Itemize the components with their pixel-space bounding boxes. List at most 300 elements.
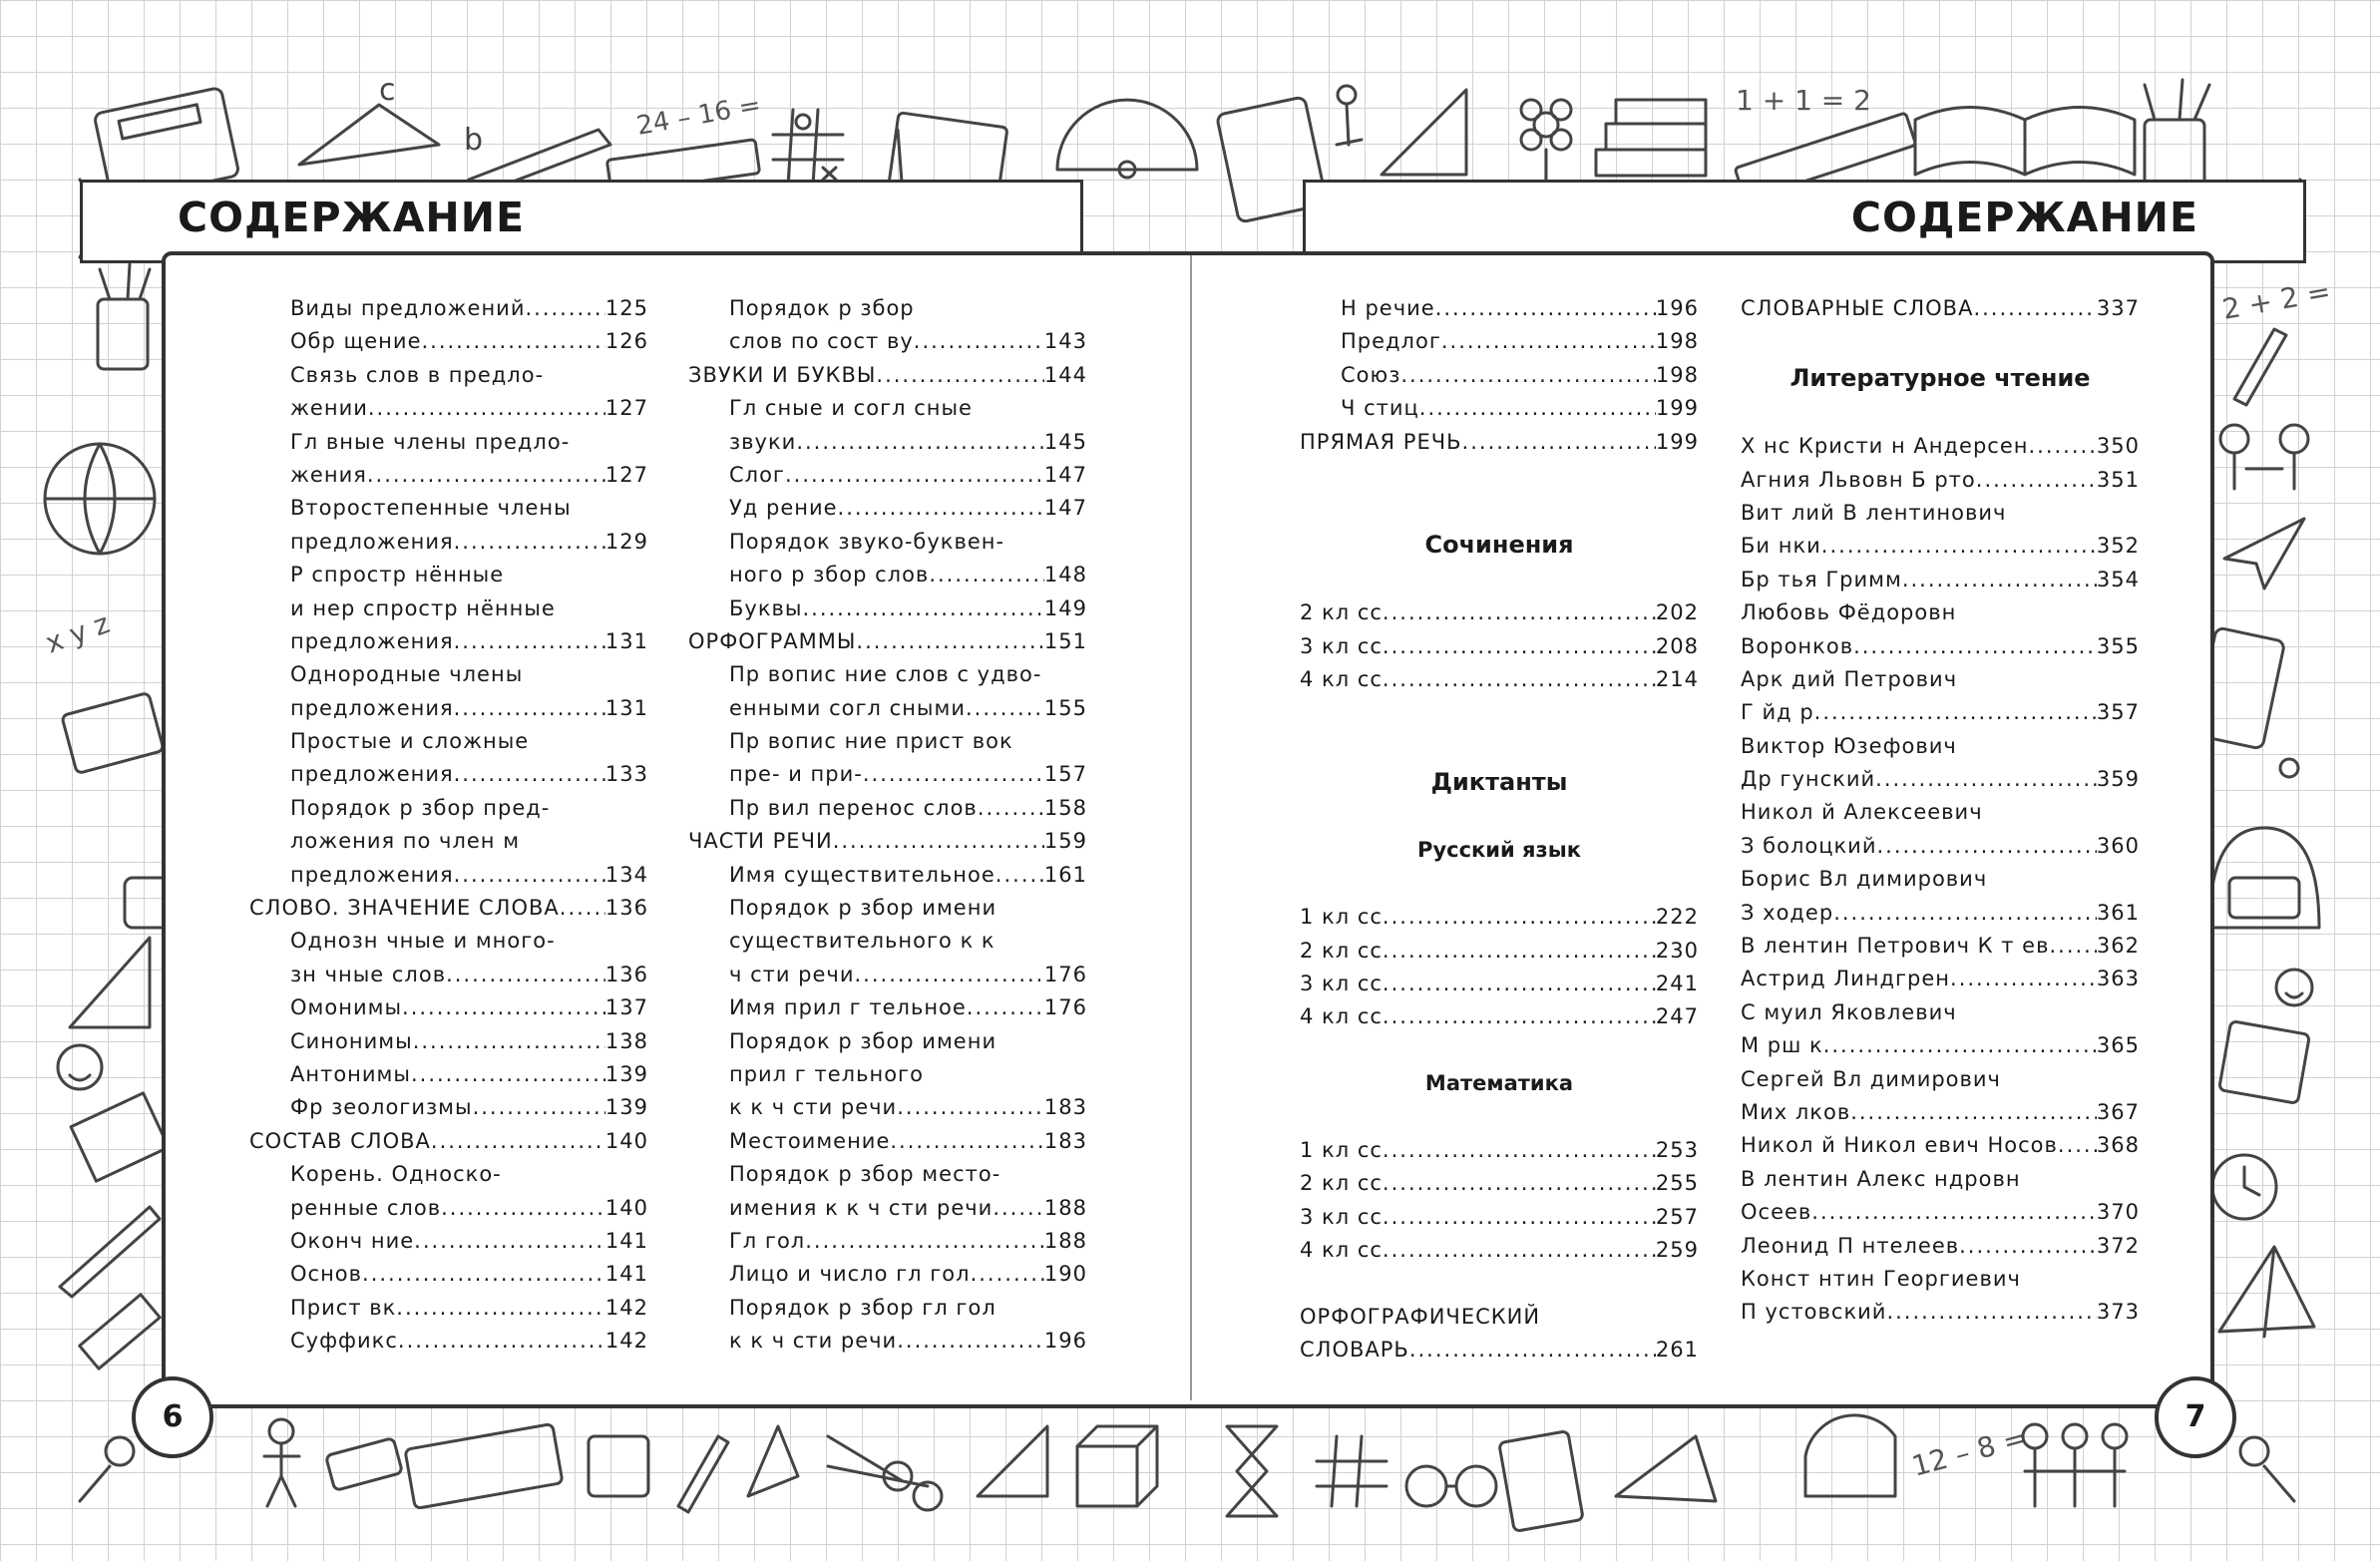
dot-leader [367, 459, 605, 492]
toc-entry-label: Корень. Односко- [290, 1162, 502, 1187]
toc-entry-label: имения к к ч сти речи [729, 1195, 993, 1220]
toc-entry-text [249, 925, 648, 958]
toc-entry-page: 142 [604, 1295, 648, 1320]
toc-entry [688, 959, 1087, 991]
toc-entry-label: Слог [729, 462, 785, 487]
pencil-icon-right [2234, 329, 2286, 405]
toc-entry-label: Н речие [1341, 296, 1435, 320]
toc-entry-text [249, 359, 648, 392]
toc-entry-label: Гл сные и согл сные [729, 396, 973, 421]
dot-leader [362, 1258, 605, 1291]
toc-entry-text [249, 658, 648, 691]
toc-entry [249, 758, 648, 791]
dot-leader [2049, 930, 2096, 963]
toc-entry [1741, 530, 2140, 563]
clock-icon [2212, 1155, 2276, 1219]
dot-leader [796, 426, 1044, 459]
toc-entry [249, 1025, 648, 1058]
section-heading: Литературное чтение [1789, 363, 2091, 392]
toc-entry [249, 526, 648, 559]
flower-icon [1521, 100, 1571, 190]
toc-entry-page: 188 [1043, 1195, 1087, 1220]
toc-entry-page: 196 [1655, 296, 1699, 320]
toc-entry-text [1741, 663, 2140, 696]
toc-entry-text [688, 1058, 1087, 1091]
toc-entry-label: Оконч ние [290, 1228, 415, 1253]
toc-entry [1741, 1196, 2140, 1229]
toc-entry [1741, 630, 2140, 663]
toc-entry [1741, 763, 2140, 796]
book-icon-left [71, 1093, 169, 1181]
toc-entry-page: 148 [1043, 563, 1087, 587]
toc-entry-page: 158 [1043, 795, 1087, 820]
spacer [1300, 801, 1699, 834]
kids-icon [2023, 1424, 2127, 1506]
dot-leader [802, 592, 1043, 625]
toc-entry [1300, 596, 1699, 629]
toc-entry-label: Р спростр нённые [290, 563, 505, 587]
toc-entry-label: Любовь Фёдоровн [1741, 600, 1957, 625]
toc-entry-label: Уд рение [729, 496, 838, 521]
toc-entry-page: 176 [1043, 962, 1087, 986]
dot-leader [876, 359, 1044, 392]
toc-entry-label: 4 кл сс [1300, 1238, 1383, 1263]
dot-leader [368, 392, 605, 425]
toc-entry [688, 459, 1087, 492]
dot-leader [1876, 830, 2096, 863]
toc-entry-label: Второстепенные члены [290, 496, 572, 521]
open-book-icon [1915, 108, 2135, 176]
eraser-icon [326, 1438, 403, 1491]
toc-entry-label: Ч стиц [1341, 396, 1419, 421]
toc-entry-label: 3 кл сс [1300, 633, 1383, 658]
toc-entry-page: 147 [1043, 496, 1087, 521]
toc-entry-label: Г йд р [1741, 700, 1814, 725]
toc-entry-label: Порядок р збор [729, 296, 915, 320]
toc-entry-page: 127 [604, 396, 648, 421]
toc-entry-label: Конст нтин Георгиевич [1741, 1266, 2021, 1291]
toc-entry-text [688, 1158, 1087, 1191]
dot-leader [966, 692, 1044, 725]
equation-doodle-4: 12 – 8 = [1908, 1420, 2031, 1483]
triangle-icon-bottom [1616, 1436, 1716, 1501]
toc-entry-label: и нер спростр нённые [290, 595, 556, 620]
toc-entry-text [688, 892, 1087, 925]
toc-entry-label: звуки [729, 429, 797, 454]
toc-entry-page: 255 [1655, 1171, 1699, 1196]
toc-entry [1300, 1000, 1699, 1033]
set-square-icon-bottom [978, 1426, 1047, 1496]
toc-entry-label: существительного к к [729, 929, 995, 954]
toc-entry-label: Однородные члены [290, 662, 524, 687]
toc-entry [249, 1225, 648, 1258]
toc-entry-label: жении [290, 396, 368, 421]
toc-entry-page: 198 [1655, 362, 1699, 387]
toc-entry-label: Пр вопис ние прист вок [729, 729, 1013, 754]
dot-leader [838, 492, 1044, 525]
toc-entry-label: М рш к [1741, 1033, 1823, 1058]
equation-doodle-3: 2 + 2 = [2219, 274, 2333, 326]
toc-entry-text [249, 1158, 648, 1191]
toc-entry-label: Прист вк [290, 1295, 397, 1320]
toc-entry-page: 140 [604, 1195, 648, 1220]
backpack-icon [2209, 828, 2319, 928]
toc-entry-text [1741, 1263, 2140, 1296]
keyboard-icon [405, 1423, 563, 1508]
toc-entry-label: Буквы [729, 595, 803, 620]
dot-leader [856, 625, 1044, 658]
toc-entry-text [249, 426, 648, 459]
toc-entry-text [249, 592, 648, 625]
toc-entry-label: ЧАСТИ РЕЧИ [688, 829, 833, 854]
toc-entry-label: 4 кл сс [1300, 1004, 1383, 1029]
dot-leader [1950, 963, 2097, 995]
toc-entry-label: Порядок р збор место- [729, 1162, 1001, 1187]
page-number-right: 7 [2155, 1376, 2236, 1458]
toc-entry-label: Союз [1341, 362, 1401, 387]
books-stack-icon [1596, 100, 1706, 176]
toc-entry-label: предложения [290, 529, 454, 554]
toc-entry-label: пре- и при- [729, 762, 863, 787]
dot-leader [1833, 897, 2097, 930]
toc-entry-page: 145 [1043, 429, 1087, 454]
toc-entry-label: предложения [290, 695, 454, 720]
tic-tac-toe-icon-bottom [1317, 1436, 1387, 1506]
toc-entry-label: Предлог [1341, 329, 1441, 354]
toc-entry-page: 134 [604, 862, 648, 887]
dot-leader [978, 792, 1044, 825]
dot-leader [1383, 1167, 1656, 1200]
toc-entry-page: 214 [1655, 666, 1699, 691]
dot-leader [1976, 464, 2097, 497]
toc-entry-page: 198 [1655, 329, 1699, 354]
toc-entry [1300, 1334, 1699, 1366]
toc-entry-page: 126 [604, 329, 648, 354]
toc-entry-page: 355 [2096, 633, 2140, 658]
toc-entry-text [688, 392, 1087, 425]
toc-entry-label: Простые и сложные [290, 729, 530, 754]
toc-entry-text [249, 492, 648, 525]
toc-entry-page: 359 [2096, 767, 2140, 792]
dot-leader [1383, 596, 1656, 629]
dot-leader [995, 859, 1044, 892]
dot-leader [446, 959, 605, 991]
dot-leader [441, 1192, 605, 1225]
toc-entry-label: Пр вопис ние слов с удво- [729, 662, 1042, 687]
toc-entry-label: Х нс Кристи н Андерсен [1741, 434, 2029, 459]
dot-leader [1419, 392, 1656, 425]
toc-entry-label: Никол й Никол евич Носов [1741, 1133, 2058, 1158]
toc-entry-page: 367 [2096, 1099, 2140, 1124]
toc-entry-page: 141 [604, 1228, 648, 1253]
toc-entry-page: 190 [1043, 1262, 1087, 1287]
dot-leader [1383, 901, 1656, 934]
toc-entry-label: З болоцкий [1741, 833, 1877, 858]
toc-entry-text [1741, 863, 2140, 896]
toc-entry-page: 157 [1043, 762, 1087, 787]
toc-entry [249, 625, 648, 658]
dot-leader [833, 825, 1044, 858]
toc-entry [249, 991, 648, 1024]
toc-entry-page: 199 [1655, 396, 1699, 421]
toc-entry-text [249, 725, 648, 758]
toc-entry-label: ч сти речи [729, 962, 855, 986]
toc-entry-label: предложения [290, 762, 454, 787]
toc-entry [1300, 630, 1699, 663]
toc-entry-page: 127 [604, 462, 648, 487]
toc-entry-text [1741, 1163, 2140, 1196]
toc-entry [688, 625, 1087, 658]
dot-leader [560, 892, 605, 925]
toc-entry [1741, 1230, 2140, 1263]
tic-tac-toe-icon [773, 110, 843, 185]
toc-entry-label: к к ч сти речи [729, 1329, 898, 1354]
toc-entry-page: 139 [604, 1061, 648, 1086]
dot-leader [454, 758, 605, 791]
smiley-icon [58, 1045, 102, 1089]
dot-leader [454, 692, 605, 725]
section-heading: Русский язык [1417, 838, 1581, 863]
toc-entry-label: Др гунский [1741, 767, 1876, 792]
spacer [1741, 325, 2140, 358]
toc-entry-text [1741, 996, 2140, 1029]
toc-entry [1741, 292, 2140, 325]
spacer [1300, 459, 1699, 492]
toc-entry-page: 149 [1043, 595, 1087, 620]
toc-entry [1300, 663, 1699, 696]
toc-entry-page: 373 [2096, 1300, 2140, 1325]
toc-entry [1741, 564, 2140, 596]
toc-entry-label: Синонимы [290, 1028, 413, 1053]
toc-entry-label: З ходер [1741, 900, 1834, 925]
toc-entry [1300, 1134, 1699, 1167]
toc-entry [249, 292, 648, 325]
notepad-icon [1499, 1431, 1584, 1532]
dot-leader [805, 1225, 1044, 1258]
toc-entry [1300, 325, 1699, 358]
toc-entry-page: 140 [604, 1128, 648, 1153]
toc-entry-page: 147 [1043, 462, 1087, 487]
toc-entry-page: 337 [2096, 296, 2140, 320]
toc-entry-label: Омонимы [290, 995, 403, 1020]
toc-entry-page: 133 [604, 762, 648, 787]
toc-entry [688, 492, 1087, 525]
dot-leader [897, 1325, 1044, 1358]
toc-entry-page: 142 [604, 1329, 648, 1354]
toc-entry-label: 1 кл сс [1300, 905, 1383, 930]
toc-entry [249, 392, 648, 425]
spacer [1300, 730, 1699, 763]
toc-entry-text [688, 526, 1087, 559]
scissors-icon [828, 1436, 942, 1510]
dot-leader [1853, 630, 2097, 663]
toc-entry [1741, 430, 2140, 463]
toc-entry [688, 991, 1087, 1024]
toc-entry [1300, 935, 1699, 968]
dot-leader [1400, 359, 1656, 392]
toc-entry-text [249, 792, 648, 825]
equation-doodle: 24 – 16 = [634, 90, 764, 142]
page-title-left: СОДЕРЖАНИЕ [178, 194, 526, 241]
toc-entry-page: 183 [1043, 1095, 1087, 1120]
toc-entry-label: Гл гол [729, 1228, 806, 1253]
protractor-icon-bottom [1805, 1415, 1895, 1496]
toc-entry-text [249, 825, 648, 858]
toc-entry-page: 129 [604, 529, 648, 554]
magnifier-icon-right [2240, 1437, 2294, 1501]
toc-entry-page: 136 [604, 962, 648, 986]
dot-leader [431, 1125, 605, 1158]
toc-entry [688, 359, 1087, 392]
dot-leader [890, 1125, 1044, 1158]
toc-entry-label: 3 кл сс [1300, 972, 1383, 996]
laptop-icon-right [2219, 1021, 2310, 1104]
toc-entry-page: 139 [604, 1095, 648, 1120]
toc-entry-page: 136 [604, 896, 648, 921]
dot-leader [396, 1292, 605, 1325]
toc-entry [249, 892, 648, 925]
toc-entry-label: зн чные слов [290, 962, 447, 986]
toc-entry-page: 357 [2096, 700, 2140, 725]
toc-entry-page: 354 [2096, 567, 2140, 591]
toc-entry-page: 365 [2096, 1033, 2140, 1058]
toc-column-4 [1741, 292, 2140, 1330]
dot-leader [897, 1091, 1044, 1124]
toc-entry [688, 1225, 1087, 1258]
toc-entry [688, 1192, 1087, 1225]
book-spine [1190, 255, 1192, 1400]
toc-entry [688, 1125, 1087, 1158]
toc-entry-label: Виктор Юзефович [1741, 733, 1957, 758]
toc-entry [688, 325, 1087, 358]
toc-entry-label: Фр зеологизмы [290, 1095, 473, 1120]
toc-entry-label: ного р збор слов [729, 563, 930, 587]
toc-entry-label: Астрид Линдгрен [1741, 967, 1951, 991]
dot-leader [992, 1192, 1044, 1225]
spacer [1300, 1034, 1699, 1067]
toc-entry-label: 2 кл сс [1300, 938, 1383, 963]
spacer [1300, 868, 1699, 901]
paper-plane-icon [2224, 519, 2304, 588]
toc-entry-label: Лицо и число гл гол [729, 1262, 971, 1287]
toc-entry [1741, 1096, 2140, 1129]
dot-leader [914, 325, 1044, 358]
toc-entry-page: 176 [1043, 995, 1087, 1020]
toc-entry-page: 161 [1043, 862, 1087, 887]
toc-entry-page: 241 [1655, 972, 1699, 996]
toc-entry [688, 559, 1087, 591]
toc-entry-label: ОРФОГРАММЫ [688, 628, 857, 653]
dot-leader [1383, 1201, 1656, 1234]
toc-entry-page: 230 [1655, 938, 1699, 963]
toc-entry-label: Пр вил перенос слов [729, 795, 978, 820]
toc-entry-page: 362 [2096, 934, 2140, 959]
toc-entry-label: Вит лий В лентинович [1741, 500, 2007, 525]
triangle-label-b: b [464, 123, 484, 158]
toc-entry [1741, 963, 2140, 995]
toc-entry-label: Леонид П нтелеев [1741, 1233, 1960, 1258]
toc-entry-text [1741, 1063, 2140, 1096]
toc-entry-page: 222 [1655, 905, 1699, 930]
toc-entry-label: к к ч сти речи [729, 1095, 898, 1120]
toc-entry-page: 247 [1655, 1004, 1699, 1029]
toc-entry-page: 143 [1043, 329, 1087, 354]
dot-leader [1409, 1334, 1656, 1366]
toc-entry [1741, 1296, 2140, 1329]
toc-entry-label: предложения [290, 862, 454, 887]
toc-entry-label: Виды предложений [290, 296, 526, 320]
dot-leader [1383, 1134, 1656, 1167]
toc-column-3 [1300, 292, 1699, 1367]
toc-entry-text [1741, 596, 2140, 629]
toc-entry [249, 1192, 648, 1225]
page-number-left: 6 [132, 1376, 213, 1458]
toc-entry-label: слов по сост ву [729, 329, 914, 354]
dot-leader [1850, 1096, 2097, 1129]
toc-entry-label: Порядок р збор имени [729, 896, 997, 921]
toc-entry-page: 141 [604, 1262, 648, 1287]
toc-entry [688, 1091, 1087, 1124]
toc-entry-label: ПРЯМАЯ РЕЧЬ [1300, 429, 1462, 454]
toc-entry-text [249, 559, 648, 591]
toc-entry-label: Воронков [1741, 633, 1854, 658]
toc-entry-label: Мих лков [1741, 1099, 1851, 1124]
toc-entry [688, 792, 1087, 825]
mouse-pad-icon [589, 1436, 648, 1496]
dot-leader [1441, 325, 1656, 358]
dot-leader [785, 459, 1044, 492]
toc-entry-label: Гл вные члены предло- [290, 429, 571, 454]
toc-entry [249, 459, 648, 492]
stick-figure-icon [264, 1419, 299, 1506]
toc-entry-label: Никол й Алексеевич [1741, 800, 1983, 825]
toc-entry [688, 692, 1087, 725]
toc-entry-label: Борис Вл димирович [1741, 867, 1988, 892]
toc-entry-text [1741, 497, 2140, 530]
dot-leader [398, 1325, 605, 1358]
toc-entry [249, 1292, 648, 1325]
toc-entry [688, 1325, 1087, 1358]
toc-entry [249, 959, 648, 991]
toc-entry-page: 196 [1043, 1329, 1087, 1354]
dot-leader [1959, 1230, 2097, 1263]
hourglass-icon [1227, 1426, 1277, 1516]
toc-entry-page: 351 [2096, 467, 2140, 492]
toc-entry-page: 138 [604, 1028, 648, 1053]
cube-icon [1077, 1426, 1157, 1506]
toc-entry [249, 1258, 648, 1291]
pyramid-icon [2219, 1247, 2314, 1337]
toc-entry-label: Осеев [1741, 1200, 1812, 1225]
toc-entry-page: 199 [1655, 429, 1699, 454]
toc-entry [249, 325, 648, 358]
dot-leader [1814, 696, 2097, 729]
toc-entry-text [688, 658, 1087, 691]
dot-leader [413, 1025, 605, 1058]
toc-entry-label: 4 кл сс [1300, 666, 1383, 691]
toc-entry-label: предложения [290, 628, 454, 653]
toc-entry-label: Сергей Вл димирович [1741, 1066, 2001, 1091]
dot-leader [1383, 935, 1656, 968]
push-pin-icon-right [2280, 759, 2298, 777]
toc-entry-label: ОРФОГРАФИЧЕСКИЙ [1300, 1304, 1541, 1329]
toc-entry-label: 1 кл сс [1300, 1137, 1383, 1162]
toc-entry-label: ЗВУКИ И БУКВЫ [688, 362, 877, 387]
toc-entry [1741, 930, 2140, 963]
toc-entry [1300, 359, 1699, 392]
toc-entry [1741, 696, 2140, 729]
toc-entry-page: 159 [1043, 829, 1087, 854]
